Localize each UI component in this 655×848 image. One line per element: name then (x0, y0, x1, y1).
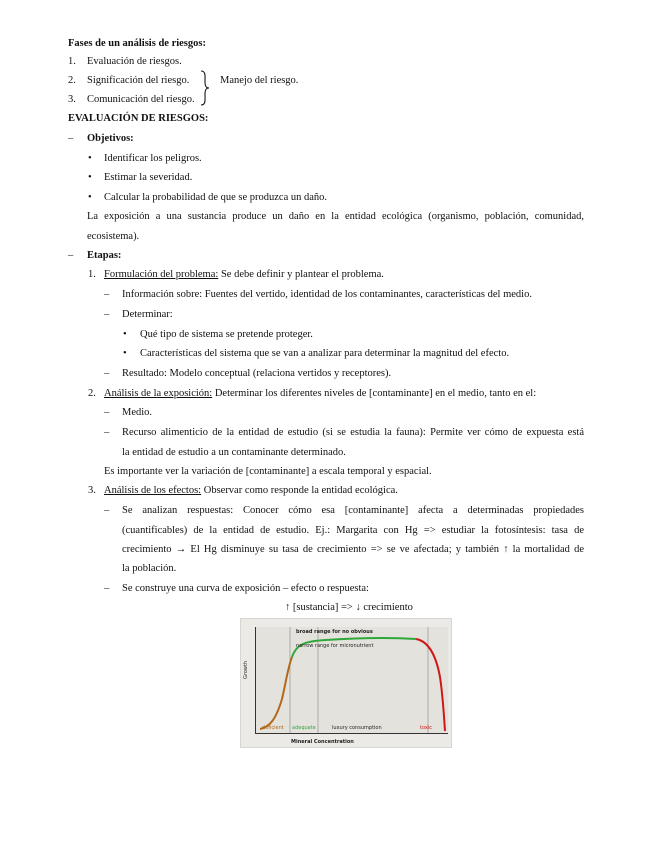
zone-label: toxic (420, 725, 432, 731)
figure-xlabel: Mineral Concentration (291, 739, 354, 745)
brace-icon (199, 70, 211, 106)
zone-label: adequate (292, 725, 316, 731)
manejo-label: Manejo del riesgo. (220, 75, 299, 86)
fase-number: 3. (68, 94, 76, 105)
dash-marker: – (104, 427, 110, 438)
fase-text: Significación del riesgo. (87, 75, 190, 86)
bullet-marker: • (123, 329, 127, 340)
bullet-marker: • (88, 153, 92, 164)
etapa-text: Observar como responde la entidad ecológica. (201, 485, 398, 496)
bullet-marker: • (123, 348, 127, 359)
etapa-detail: Se analizan respuestas: Conocer cómo esa [contaminante] afecta a determinadas propiedades (122, 505, 584, 516)
etapa-detail: Se construye una curva de exposición – efecto o respuesta: (122, 583, 369, 594)
bullet-marker: • (88, 172, 92, 183)
paragraph-line: ecosistema). (87, 231, 140, 242)
etapa-label: Formulación del problema: (104, 269, 219, 280)
figure-ylabel: Growth (243, 660, 249, 679)
dash-marker: – (68, 250, 74, 261)
fase-text: Comunicación del riesgo. (87, 94, 195, 105)
dash-marker: – (104, 583, 110, 594)
objetivo-item: Identificar los peligros. (104, 153, 202, 164)
exposure-response-figure (240, 618, 452, 748)
etapa-line (104, 268, 384, 282)
etapa-label: Análisis de la exposición: (104, 388, 213, 399)
dash-marker: – (68, 133, 74, 144)
etapa-detail: Información sobre: Fuentes del vertido, identidad de los contaminantes, características del medio. (122, 289, 532, 300)
etapa-detail: Determinar: (122, 309, 173, 320)
zone-label: luxury consumption (332, 725, 382, 731)
etapa-number: 3. (88, 485, 96, 496)
figure-top-label: narrow range for micronutrient (296, 643, 374, 649)
heading-fases: Fases de un análisis de riesgos: (68, 38, 206, 49)
paragraph-line: La exposición a una sustancia produce un daño en la entidad ecológica (organismo, población, comunidad, (87, 211, 584, 222)
etapa-number: 2. (88, 388, 96, 399)
etapa-detail: Medio. (122, 407, 153, 418)
objetivo-item: Estimar la severidad. (104, 172, 193, 183)
etapa-text: Determinar los diferentes niveles de [contaminante] en el medio, tanto en el: (212, 388, 537, 399)
etapa-detail: la entidad de estudio a un contaminante determinado. (122, 447, 346, 458)
etapa-detail: (cuantificables) de la entidad de estudio. Ej.: Margarita con Hg => estudiar la fotosíntesis: tasa de (122, 525, 584, 536)
etapas-title: Etapas: (87, 250, 122, 261)
etapa-subitem: Características del sistema que se van a analizar para determinar la magnitud del efecto. (140, 348, 510, 359)
figure-top-label: broad range for no obvious (296, 629, 373, 635)
objetivo-item: Calcular la probabilidad de que se produzca un daño. (104, 192, 328, 203)
heading-evaluacion: EVALUACIÓN DE RIESGOS: (68, 113, 209, 124)
dash-marker: – (104, 289, 110, 300)
fase-text: Evaluación de riesgos. (87, 56, 182, 67)
etapa-text: Se debe definir y plantear el problema. (218, 269, 384, 280)
etapa-note: Es importante ver la variación de [contaminante] a escala temporal y espacial. (104, 466, 432, 477)
dash-marker: – (104, 309, 110, 320)
dash-marker: – (104, 505, 110, 516)
etapa-number: 1. (88, 269, 96, 280)
fase-number: 2. (68, 75, 76, 86)
dash-marker: – (104, 407, 110, 418)
objetivos-title: Objetivos: (87, 133, 134, 144)
toxic-segment (416, 639, 445, 731)
dash-marker: – (104, 368, 110, 379)
etapa-line (104, 387, 536, 401)
etapa-line (104, 484, 398, 498)
bullet-marker: • (88, 192, 92, 203)
fase-number: 1. (68, 56, 76, 67)
etapa-subitem: Qué tipo de sistema se pretende proteger. (140, 329, 313, 340)
etapa-detail: la población. (122, 563, 177, 574)
etapa-detail: Resultado: Modelo conceptual (relaciona vertidos y receptores). (122, 368, 392, 379)
figure-plot-area (255, 627, 448, 734)
zone-label: deficient (262, 725, 284, 731)
etapa-detail: crecimiento → El Hg disminuye su tasa de crecimiento => se ve afectada; y también ↑ la mortalidad de (122, 544, 584, 555)
etapa-detail: Recurso alimenticio de la entidad de estudio (si se estudia la fauna): Permite ver cómo de expuesta está (122, 427, 584, 438)
formula-line: ↑ [sustancia] => ↓ crecimiento (285, 602, 413, 613)
etapa-label: Análisis de los efectos: (104, 485, 202, 496)
deficient-segment (260, 657, 292, 729)
